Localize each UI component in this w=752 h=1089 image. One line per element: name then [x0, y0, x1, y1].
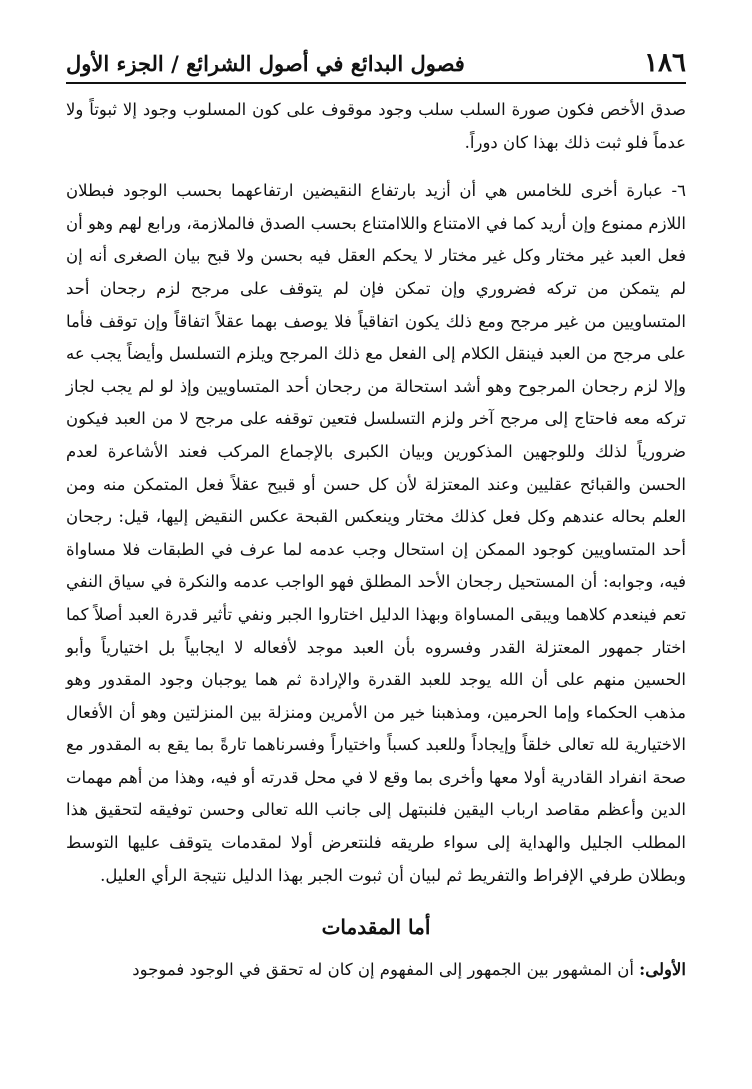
first-premise-text: أن المشهور بين الجمهور إلى المفهوم إن كان له تحقق في الوجود فموجود: [132, 960, 634, 980]
page-number: ١٨٦: [644, 48, 686, 78]
running-title: فصول البدائع في أصول الشرائع / الجزء الأول: [66, 51, 465, 76]
page-body: [66, 94, 686, 987]
page-header: [66, 40, 686, 84]
section-heading: أما المقدمات: [321, 915, 431, 940]
first-premise-lead: الأولى:: [639, 960, 686, 980]
paragraph-2: ٦- عبارة أخرى للخامس هي أن أزيد بارتفاع النقيضين ارتفاعهما بحسب الوجود فبطلان اللازم ممنوع وإن أريد كما في الامتناع واللاامتناع بحسب الصدق فالملازمة، ورابع لهم وهو أن فعل العبد غير مختار وكل غير مختار لا يحكم العقل فيه بحسن ولا قبح بيان الصغرى أنه إن لم يتمكن من تركه فضروري وإن تمكن فإن لم يتوقف على مرجح لزم رجحان أحد المتساويين من غير مرجح ومع ذلك يكون اتفاقياً فلا يوصف بهما عقلاً اتفاقاً وإن توقف فأما على مرجح من العبد فينقل الكلام إلى الفعل مع ذلك المرجح ويلزم التسلسل وأيضاً يجب عه وإلا لزم رجحان المرجوح وهو أشد استحالة من رجحان أحد المتساويين وإذ لو لم يجب لجاز تركه معه فاحتاج إلى مرجح آخر ولزم التسلسل فتعين توقفه على مرجح لا من العبد فيكون ضرورياً لذلك وللوجهين المذكورين وبيان الكبرى بالإجماع المركب فعند الأشاعرة لعدم الحسن والقبائح عقليين وعند المعتزلة لأن كل حسن أو قبيح عقلاً فعل المتمكن منه ومن العلم بحاله عندهم وكل فعل كذلك مختار وينعكس القبحة عكس النقيض إليها، قيل: رجحان أحد المتساويين كوجود الممكن إن استحال وجب عدمه لما عرف في الطبقات فلا مساواة فيه، وجوابه: أن المستحيل رجحان الأحد المطلق فهو الواجب عدمه والنكرة في سياق النفي تعم فينعدم كلاهما ويبقى المساواة وبهذا الدليل اختاروا الجبر ونفي تأثير قدرة العبد أصلاً كما اختار جمهور المعتزلة القدر وفسروه بأن العبد موجد لأفعاله لا ايجابياً بل اختيارياً وأبو الحسين منهم على أن الله يوجد للعبد القدرة والإرادة ثم هما يوجبان وجود المقدور وهو مذهب الحكماء وإما الحرمين، ومذهبنا خير من الأمرين ومنزلة بين المنزلتين وهو أن الأفعال الاختيارية لله تعالى خلقاً وإيجاداً وللعبد كسباً واختياراً وفسرناهما تارةً بما يقع به المقدور مع صحة انفراد القادرية أولا معها وأخرى بما وقع لا في محل قدرته أو فيه، وهذا من أهم مهمات الدين وأعظم مقاصد ارباب اليقين فلنبتهل إلى جانب الله تعالى وحسن توفيقه لتحقيق هذا المطلب الجليل والهداية إلى سواء طريقه فلنتعرض أولا لمقدمات يتوقف عليها التوسط وبطلان طرفي الإفراط والتفريط ثم لبيان أن ثبوت الجبر بهذا الدليل نتيجة الرأي العليل.: [66, 181, 686, 885]
first-premise: [66, 954, 686, 987]
paragraph-1: صدق الأخص فكون صورة السلب سلب وجود موقوف على كون المسلوب وجود إلا ثبوتاً ولا عدماً فلو ثبت ذلك بهذا كان دوراً.: [66, 100, 686, 152]
